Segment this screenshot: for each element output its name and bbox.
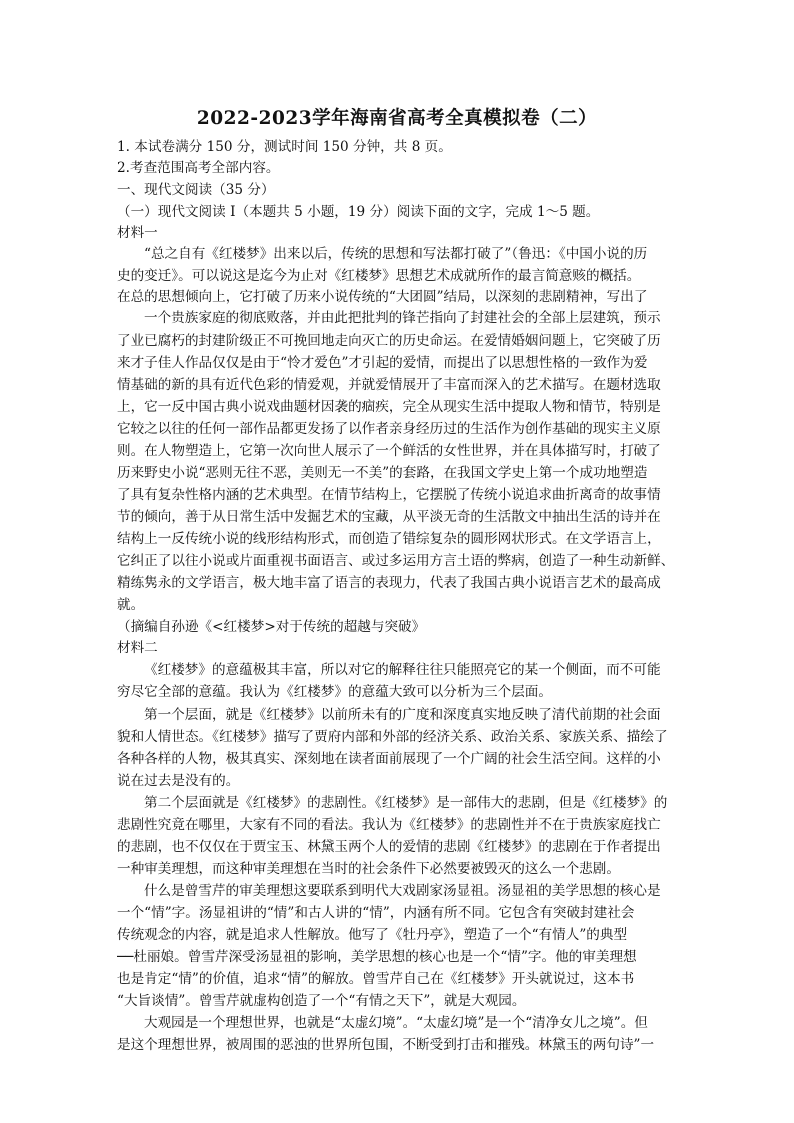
paragraph-line: 情基础的新的具有近代色彩的情爱观，并就爱情展开了丰富而深入的艺术描写。在题材选取 (117, 377, 661, 393)
subsection-heading: （一）现代文阅读 I（本题共 5 小题，19 分）阅读下面的文字，完成 1～5 题。 (117, 204, 600, 220)
paragraph-line: “总之自有《红楼梦》出来以后，传统的思想和写法都打破了”（鲁迅：《中国小说的历 (144, 246, 648, 262)
paragraph-line: 则。在人物塑造上，它第一次向世人展示了一个鲜活的女性世界，并在具体描写时，打破了 (117, 443, 661, 459)
paragraph-line: 是这个理想世界，被周围的恶浊的世界所包围，不断受到打击和摧残。林黛玉的两句诗”一 (117, 1037, 655, 1053)
paragraph-line: “大旨谈情”。曾雪芹就虚构创造了一个“有情之天下”，就是大观园。 (117, 993, 526, 1009)
paragraph-line: 大观园是一个理想世界，也就是“太虚幻境”。“太虚幻境”是一个“清净女儿之境”。但 (144, 1015, 648, 1031)
section-heading: 一、现代文阅读（35 分） (117, 182, 275, 198)
paragraph-line: 传统观念的内容，就是追求人性解放。他写了《牡丹亭》，塑造了一个“有情人”的典型 (117, 927, 628, 943)
paragraph-line: ──杜丽娘。曾雪芹深受汤显祖的影响，美学思想的核心也是一个“情”字。他的审美理想 (117, 949, 637, 965)
note-2: 2.考查范围高考全部内容。 (117, 160, 280, 176)
paragraph-line: 悲剧性究竟在哪里，大家有不同的看法。我认为《红楼梦》的悲剧性并不在于贵族家庭找亡 (117, 817, 661, 833)
material-label: 材料一 (117, 225, 158, 241)
source-citation: （摘编自孙逊《<红楼梦>对于传统的超越与突破》 (117, 619, 426, 635)
paragraph-line: 来才子佳人作品仅仅是由于“怜才爱色”才引起的爱情，而提出了以思想性格的一致作为爱 (117, 355, 648, 371)
paragraph-line: 就。 (117, 597, 145, 613)
paragraph-line: 什么是曾雪芹的审美理想这要联系到明代大戏剧家汤显祖。汤显祖的美学思想的核心是 (144, 883, 661, 899)
paragraph-line: 也是肯定“情”的价值，追求“情”的解放。曾雪芹自己在《红楼梦》开头就说过，这本书 (117, 971, 635, 987)
paragraph-line: 一个贵族家庭的彻底败落，并由此把批判的锋芒指向了封建社会的全部上层建筑，预示 (144, 310, 661, 326)
paragraph-line: 《红楼梦》的意蕴极其丰富，所以对它的解释往往只能照亮它的某一个侧面，而不可能 (144, 662, 661, 678)
paragraph-line: 了业已腐朽的封建阶级正不可挽回地走向灭亡的历史命运。在爱情婚姻问题上，它突破了历 (117, 333, 661, 349)
paragraph-line: 它纠正了以往小说或片面重视书面语言、或过多运用方言土语的弊病，创造了一种生动新鲜、 (117, 553, 675, 569)
paragraph-line: 精练隽永的文学语言，极大地丰富了语言的表现力，代表了我国古典小说语言艺术的最高成 (117, 575, 661, 591)
paragraph-line: 了具有复杂性格内涵的艺术典型。在情节结构上，它摆脱了传统小说追求曲折离奇的故事情 (117, 487, 661, 503)
paragraph-line: 各种各样的人物，极其真实、深刻地在读者面前展现了一个广阔的社会生活空间。这样的小 (117, 751, 661, 767)
paragraph-line: 史的变迁》。可以说这是迄今为止对《红楼梦》思想艺术成就所作的最言简意赅的概括。 (117, 268, 641, 284)
paragraph-line: 历来野史小说“恶则无往不恶，美则无一不美”的套路，在我国文学史上第一个成功地塑造 (117, 465, 648, 481)
paragraph-line: 结构上一反传统小说的线形结构形式，而创造了错综复杂的圆形网状形式。在文学语言上， (117, 531, 661, 547)
paragraph-line: 说在过去是没有的。 (117, 773, 240, 789)
paragraph-line: 它较之以往的任何一部作品都更发扬了以作者亲身经历过的生活作为创作基础的现实主义原 (117, 421, 661, 437)
paragraph-line: 穷尽它全部的意蕴。我认为《红楼梦》的意蕴大致可以分析为三个层面。 (117, 684, 552, 700)
page-title: 2022-2023学年海南省高考全真模拟卷（二） (196, 108, 598, 129)
paragraph-line: 一种审美理想，而这种审美理想在当时的社会条件下必然要被毁灭的这么一个悲剧。 (117, 861, 620, 877)
material-label: 材料二 (117, 640, 158, 656)
paragraph-line: 的悲剧，也不仅仅在于贾宝玉、林黛玉两个人的爱情的悲剧《红楼梦》的悲剧在于作者提出 (117, 839, 661, 855)
paragraph-line: 一个“情”字。汤显祖讲的“情”和古人讲的“情”，内涵有所不同。它包含有突破封建社会 (117, 905, 635, 921)
paragraph-line: 第一个层面，就是《红楼梦》以前所未有的广度和深度真实地反映了清代前期的社会面 (144, 707, 661, 723)
paragraph-line: 貌和人情世态。《红楼梦》描写了贾府内部和外部的经济关系、政治关系、家族关系、描绘了 (117, 729, 668, 745)
paragraph-line: 上，它一反中国古典小说戏曲题材因袭的痼疾，完全从现实生活中提取人物和情节，特别是 (117, 399, 661, 415)
paragraph-line: 节的倾向，善于从日常生活中发掘艺术的宝藏，从平淡无奇的生活散文中抽出生活的诗并在 (117, 509, 661, 525)
paragraph-line: 在总的思想倾向上，它打破了历来小说传统的“大团圆”结局，以深刻的悲剧精神，写出了 (117, 289, 648, 305)
note-1: 1. 本试卷满分 150 分，测试时间 150 分钟，共 8 页。 (117, 139, 452, 155)
paragraph-line: 第二个层面就是《红楼梦》的悲剧性。《红楼梦》是一部伟大的悲剧，但是《红楼梦》的 (144, 795, 668, 811)
